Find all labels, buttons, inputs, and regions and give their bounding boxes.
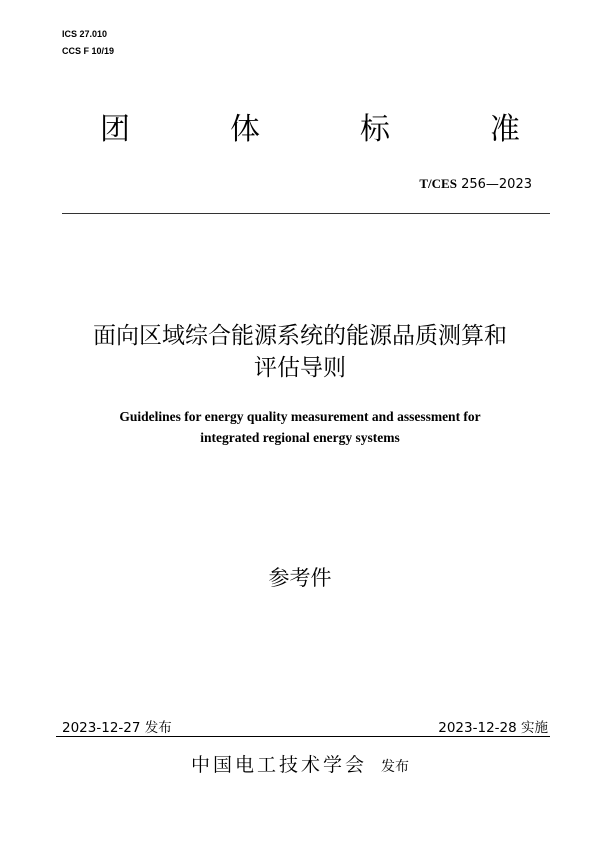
publisher-action: 发布 xyxy=(381,759,410,775)
document-type-char: 体 xyxy=(230,112,260,147)
chinese-title xyxy=(0,320,600,384)
issue-date: 2023-12-27 发布 xyxy=(62,720,172,736)
document-type-char: 准 xyxy=(490,112,520,147)
document-type-heading xyxy=(100,104,520,148)
chinese-title-line: 评估导则 xyxy=(254,355,346,381)
footer-divider xyxy=(56,736,550,737)
ics-code: ICS 27.010 xyxy=(62,29,108,39)
reference-label: 参考件 xyxy=(268,566,332,590)
english-title-line: integrated regional energy systems xyxy=(200,430,400,445)
english-title xyxy=(0,406,600,448)
classification-codes xyxy=(62,26,114,60)
implementation-date: 2023-12-28 实施 xyxy=(438,720,548,736)
english-title-line: Guidelines for energy quality measurement and assessment for xyxy=(119,409,481,424)
chinese-title-line: 面向区域综合能源系统的能源品质测算和 xyxy=(93,323,507,349)
standard-number-prefix: T/CES xyxy=(419,176,457,191)
header-divider xyxy=(62,213,550,214)
document-type-char: 团 xyxy=(100,112,130,147)
ccs-code: CCS F 10/19 xyxy=(62,46,115,56)
publisher-name: 中国电工技术学会 xyxy=(190,754,367,776)
publisher xyxy=(0,750,600,777)
standard-number-value: 256—2023 xyxy=(461,177,532,192)
document-type-char: 标 xyxy=(360,112,390,147)
standard-number xyxy=(419,176,532,192)
